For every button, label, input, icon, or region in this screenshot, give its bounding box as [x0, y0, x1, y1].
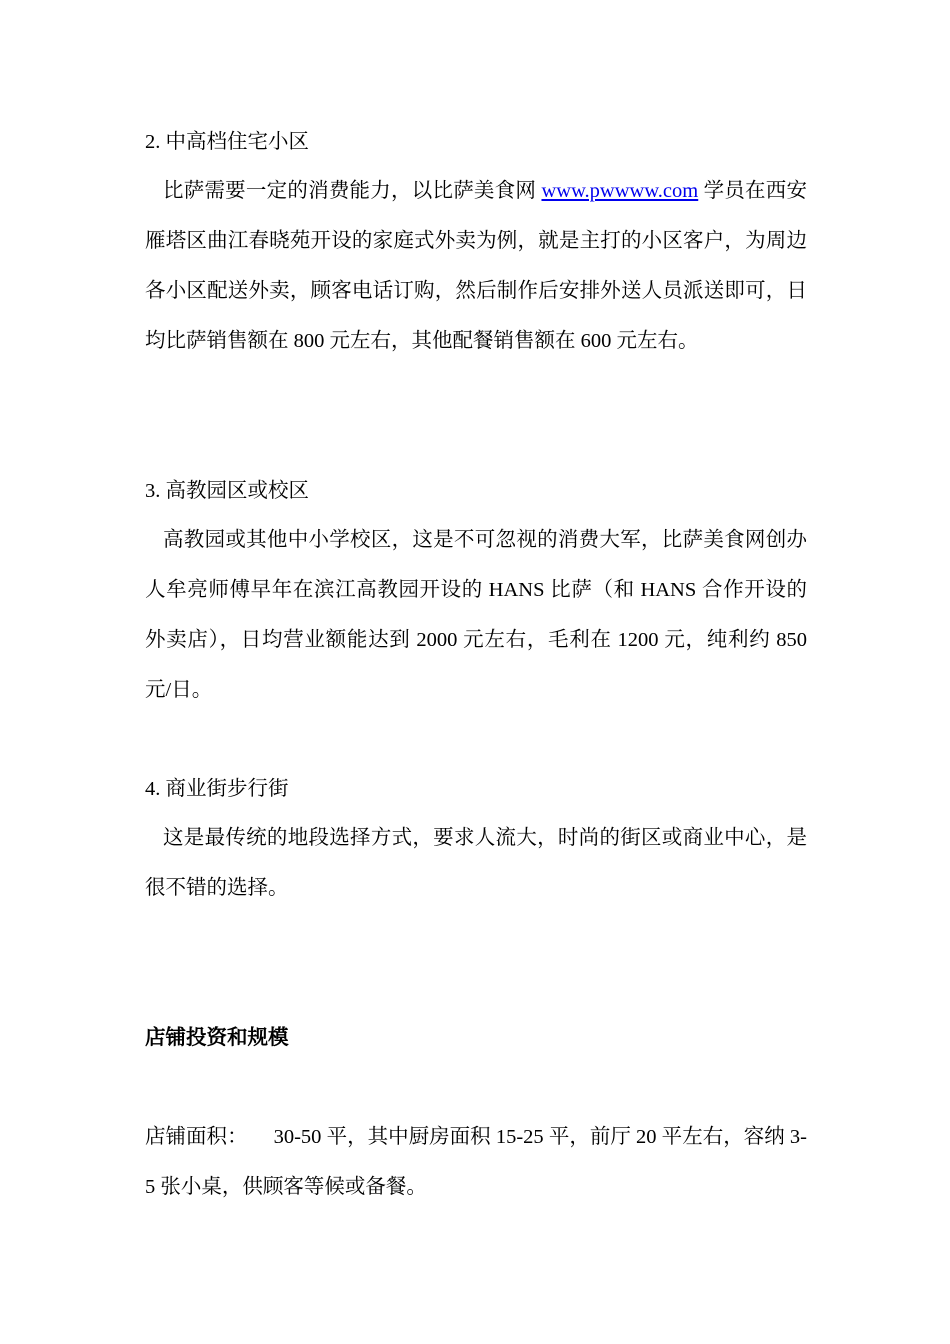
website-link[interactable]: www.pwwww.com	[541, 180, 699, 202]
section-2-text-b: 学员在西安雁塔区曲江春晓苑开设的家庭式外卖为例，就是主打的小区客户，为周边各小区配送外卖，顾客电话订购，然后制作后安排外送人员派送即可，日均比萨销售额在 800 元左右，其他配餐销售额在 600 元左右。	[145, 180, 808, 352]
store-area-paragraph	[145, 1112, 807, 1212]
section-2-text-a: 比萨需要一定的消费能力，以比萨美食网	[163, 180, 542, 202]
store-area-text: 30-50 平，其中厨房面积 15-25 平，前厅 20 平左右，容纳 3-5 张小桌，供顾客等候或备餐。	[145, 1126, 807, 1198]
section-3-heading: 3. 高教园区或校区	[145, 480, 309, 502]
section-4-heading: 4. 商业街步行街	[145, 778, 289, 800]
section-4-paragraph: 这是最传统的地段选择方式，要求人流大，时尚的街区或商业中心，是很不错的选择。	[145, 827, 807, 899]
section-2-paragraph	[145, 166, 807, 366]
store-area-label: 店铺面积：	[145, 1126, 248, 1148]
section-2-heading: 2. 中高档住宅小区	[145, 131, 309, 153]
investment-title: 店铺投资和规模	[145, 1027, 289, 1049]
section-3-paragraph: 高教园或其他中小学校区，这是不可忽视的消费大军，比萨美食网创办人牟亮师傅早年在滨江高教园开设的 HANS 比萨（和 HANS 合作开设的外卖店），日均营业额能达到 2000 元左右，毛利在 1200 元，纯利约 850 元/日。	[145, 529, 807, 701]
